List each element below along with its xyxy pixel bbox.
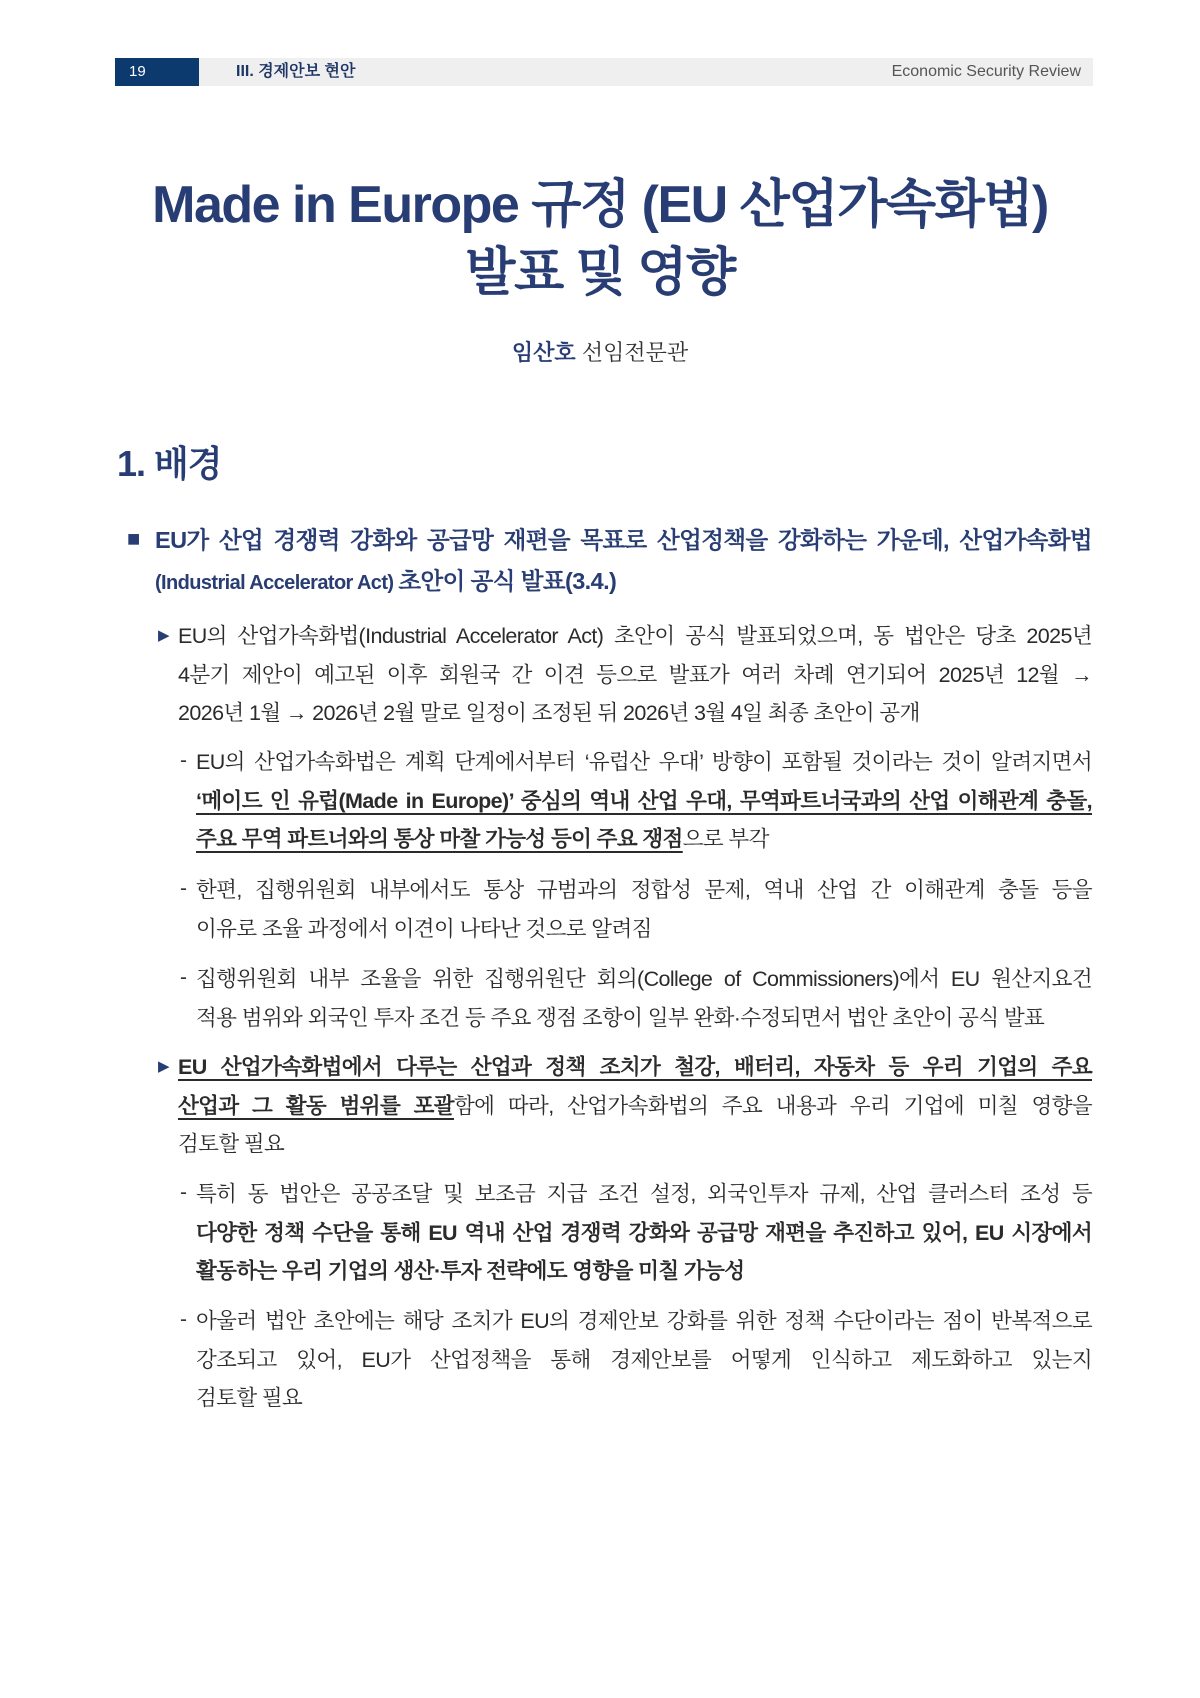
dash-bullet-icon: - — [180, 1181, 187, 1204]
text-segment: 초안이 공식 발표(3.4.) — [398, 568, 617, 594]
square-bullet-icon: ■ — [127, 526, 141, 551]
dash-bullet-item — [180, 743, 1092, 859]
text-line — [196, 1341, 1092, 1380]
text-line — [178, 694, 1092, 733]
underlined-emphasis: ‘메이드 인 유럽(Made in Europe)’ 중심의 역내 산업 우대, 무역파트너국과의 산업 이해관계 충돌, — [196, 788, 1092, 813]
text-segment: EU의 산업가속화법은 계획 단계에서부터 ‘유럽산 우대’ 방향이 포함될 것이라는 것이 알려지면서 — [196, 750, 1092, 774]
text-segment: 집행위원회 내부 조율을 위한 집행위원단 회의(College of Commissioners)에서 EU 원산지요건 — [196, 967, 1092, 991]
author-position: 선임전문관 — [581, 340, 689, 365]
page-title-line2: 발표 및 영향 — [465, 244, 735, 302]
text-line — [196, 999, 1092, 1038]
triangle-bullet-icon: ▶ — [158, 627, 170, 644]
arrow-bullet-item — [158, 1048, 1092, 1164]
text-line — [196, 871, 1092, 910]
underlined-emphasis: EU 산업가속화법에서 다루는 산업과 정책 조치가 철강, 배터리, 자동차 등 우리 기업의 주요 — [178, 1055, 1092, 1079]
text-line — [196, 1252, 1092, 1291]
bold-text: 활동하는 우리 기업의 생산·투자 전략에도 영향을 미칠 가능성 — [196, 1259, 745, 1283]
section-label: III. 경제안보 현안 — [236, 63, 356, 80]
text-line — [178, 1125, 1092, 1164]
dash-bullet-item — [180, 1302, 1092, 1418]
text-segment: EU의 산업가속화법(Industrial Accelerator Act) 초안이 공식 발표되었으며, 동 법안은 당초 2025년 — [178, 624, 1092, 648]
text-line — [178, 617, 1092, 656]
dash-bullet-icon: - — [180, 966, 187, 989]
text-line — [178, 1087, 1092, 1126]
text-segment: EU가 산업 경쟁력 강화와 공급망 재편을 목표로 산업정책을 강화하는 가운데, 산업가속화법 — [155, 527, 1092, 553]
text-segment: (Industrial Accelerator Act) — [155, 572, 399, 594]
text-segment: 4분기 제안이 예고된 이후 회원국 간 이견 등으로 발표가 여러 차례 연기되어 2025년 12월 → — [178, 662, 1092, 687]
triangle-bullet-icon: ▶ — [158, 1058, 170, 1075]
text-line — [196, 782, 1092, 821]
text-line — [196, 1214, 1092, 1253]
text-line — [196, 910, 1092, 949]
running-header — [115, 58, 1093, 86]
author-byline — [0, 336, 1200, 367]
author-name: 임산호 — [511, 340, 576, 365]
text-segment: 검토할 필요 — [196, 1386, 303, 1410]
text-line — [178, 1048, 1092, 1087]
text-segment: 강조되고 있어, EU가 산업정책을 통해 경제안보를 어떻게 인식하고 제도화하고 있는지 — [196, 1347, 1092, 1372]
underlined-emphasis: 산업과 그 활동 범위를 포괄 — [178, 1093, 454, 1118]
text-line — [178, 656, 1092, 695]
dash-bullet-item — [180, 1175, 1092, 1291]
text-segment: 함에 따라, 산업가속화법의 주요 내용과 우리 기업에 미칠 영향을 — [453, 1093, 1092, 1118]
text-line — [196, 1379, 1092, 1418]
text-line — [155, 520, 1092, 561]
text-segment: 아울러 법안 초안에는 해당 조치가 EU의 경제안보 강화를 위한 정책 수단이라는 점이 반복적으로 — [196, 1309, 1092, 1333]
text-line — [196, 820, 1092, 859]
publication-name: Economic Security Review — [891, 63, 1081, 80]
text-segment: 이유로 조율 과정에서 이견이 나타난 것으로 알려짐 — [196, 916, 652, 941]
dash-bullet-item — [180, 960, 1092, 1037]
dash-bullet-icon: - — [180, 749, 187, 772]
page-title-line1: Made in Europe 규정 (EU 산업가속화법) — [152, 176, 1048, 234]
bold-text: 다양한 정책 수단을 통해 EU 역내 산업 경쟁력 강화와 공급망 재편을 추진하고 있어, EU 시장에서 — [196, 1220, 1092, 1245]
page-number: 19 — [115, 58, 199, 86]
text-line — [196, 1175, 1092, 1214]
underlined-emphasis: 주요 무역 파트너와의 통상 마찰 가능성 등이 주요 쟁점 — [196, 827, 683, 851]
text-segment: 2026년 1월 → 2026년 2월 말로 일정이 조정된 뒤 2026년 3월 4일 최종 초안이 공개 — [178, 701, 920, 725]
text-segment: 검토할 필요 — [178, 1132, 285, 1156]
arrow-bullet-item — [158, 617, 1092, 733]
text-line — [196, 743, 1092, 782]
dash-bullet-item — [180, 871, 1092, 948]
text-segment: 한편, 집행위원회 내부에서도 통상 규범과의 정합성 문제, 역내 산업 간 이해관계 충돌 등을 — [196, 878, 1092, 902]
text-line — [196, 1302, 1092, 1341]
text-line — [155, 561, 1092, 602]
bullet-heading — [127, 520, 1092, 602]
text-segment: 으로 부각 — [682, 827, 769, 851]
section-heading: 1. 배경 — [117, 443, 222, 484]
text-segment: 특히 동 법안은 공공조달 및 보조금 지급 조건 설정, 외국인투자 규제, 산업 클러스터 조성 등 — [196, 1182, 1092, 1206]
dash-bullet-icon: - — [180, 877, 187, 900]
text-segment: 적용 범위와 외국인 투자 조건 등 주요 쟁점 조항이 일부 완화·수정되면서 법안 초안이 공식 발표 — [196, 1005, 1045, 1030]
text-line — [196, 960, 1092, 999]
dash-bullet-icon: - — [180, 1308, 187, 1331]
